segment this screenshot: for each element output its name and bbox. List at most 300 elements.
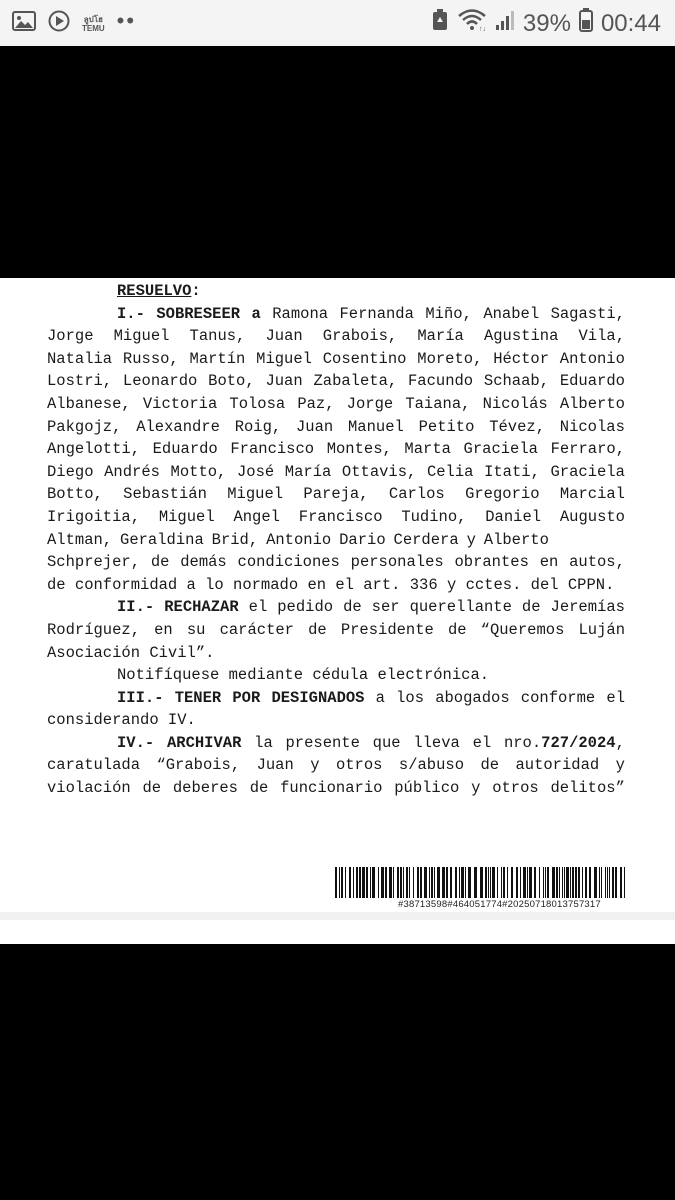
document-token: [342, 461, 416, 484]
barcode-bar: [420, 867, 422, 898]
document-word: autoridad: [515, 756, 600, 775]
document-token: [250, 777, 269, 800]
document-word: “Grabois,: [156, 756, 241, 775]
document-token: [550, 777, 624, 800]
document-token: [425, 303, 472, 326]
document-token: [521, 687, 595, 710]
barcode-bar: [335, 867, 337, 898]
document-text-run: de conformidad a lo normado en el art. 336 y cctes. del CPPN.: [47, 575, 615, 594]
barcode-bar: [516, 867, 518, 898]
document-word: Schaab,: [483, 372, 550, 391]
document-word: el: [606, 688, 625, 707]
document-word: conforme: [520, 688, 596, 707]
barcode-bar: [485, 867, 487, 898]
document-token: [265, 325, 302, 348]
document-word: Vila,: [578, 327, 625, 346]
document-line: [47, 325, 625, 348]
document-word: Juan: [265, 327, 303, 346]
document-word: Albanese,: [47, 394, 131, 413]
document-word: nro.: [503, 733, 542, 752]
document-token: [492, 777, 539, 800]
document-token: [427, 461, 474, 484]
document-line: [47, 506, 625, 529]
document-token: [212, 529, 259, 552]
document-word: en: [154, 620, 173, 639]
barcode-bar: [339, 867, 340, 898]
document-token: [257, 754, 294, 777]
barcode-bar: [601, 867, 602, 898]
document-word: Marcial: [559, 485, 625, 504]
barcode-bar: [507, 867, 508, 898]
barcode-bar: [353, 867, 354, 898]
temu-icon: [82, 15, 105, 33]
document-token: [551, 596, 625, 619]
document-bottom-edge: [0, 912, 675, 920]
document-token: [483, 303, 539, 326]
document-word: abogados: [435, 688, 510, 707]
document-token: [143, 393, 217, 416]
document-word: Jorge: [346, 394, 394, 413]
document-word: RECHAZAR: [164, 598, 239, 617]
barcode-bar: [349, 867, 351, 898]
document-token: [373, 732, 401, 755]
document-word: 727/2024: [541, 733, 616, 752]
document-token: [123, 370, 197, 393]
document-word: Dario: [339, 530, 386, 549]
document-word: Irigoitia,: [47, 507, 141, 526]
document-token: [417, 325, 464, 348]
document-token: [277, 596, 333, 619]
document-word: Martín: [189, 349, 246, 368]
barcode-bar: [572, 867, 574, 898]
document-token: [394, 529, 459, 552]
document-token: [578, 619, 625, 642]
barcode-bar: [503, 867, 505, 898]
document-token: [47, 438, 140, 461]
document-token: [47, 325, 94, 348]
document-token: [489, 416, 545, 439]
document-word: personales: [350, 553, 444, 572]
barcode-bar: [366, 867, 368, 898]
document-token: [117, 303, 145, 326]
document-word: Héctor: [493, 349, 549, 368]
document-word: a: [251, 304, 261, 323]
barcode-bar: [378, 867, 379, 898]
document-word: la: [254, 733, 273, 752]
document-word: IV.-: [117, 733, 155, 752]
document-token: [467, 529, 476, 552]
document-word: los: [396, 688, 425, 707]
document-token: [410, 596, 512, 619]
barcode-bar: [523, 867, 526, 898]
status-bar-notifications: [12, 7, 137, 37]
document-token: [173, 777, 238, 800]
document-word: Brid,: [211, 530, 259, 549]
document-word: el: [248, 598, 268, 617]
document-word: violación: [47, 779, 131, 798]
document-token: [401, 506, 466, 529]
document-line: [47, 596, 625, 619]
document-token: [180, 551, 227, 574]
document-image[interactable]: [0, 278, 675, 944]
barcode-bar: [341, 867, 343, 898]
barcode-bar: [562, 867, 563, 898]
document-token: [280, 777, 382, 800]
document-token: [336, 754, 383, 777]
barcode-bar: [534, 867, 536, 898]
document-word: Manuel: [348, 417, 404, 436]
play-icon: [48, 10, 70, 37]
document-token: [47, 619, 140, 642]
document-word: Gregorio: [465, 485, 540, 504]
document-word: su: [186, 620, 206, 639]
document-word: Victoria: [142, 394, 218, 413]
document-line: [47, 709, 625, 732]
document-word: a: [375, 688, 385, 707]
document-token: [419, 416, 475, 439]
document-word: José: [236, 462, 275, 481]
document-token: [313, 370, 397, 393]
document-token: [265, 370, 302, 393]
document-word: Agustina: [483, 327, 559, 346]
document-token: [142, 777, 161, 800]
barcode-bar: [403, 867, 404, 898]
document-token: [480, 754, 499, 777]
document-line: [47, 754, 625, 777]
document-word: Marta: [404, 440, 451, 459]
document-token: [569, 551, 625, 574]
document-token: [465, 483, 539, 506]
document-token: [136, 416, 220, 439]
document-token: [47, 506, 140, 529]
document-token: [310, 754, 319, 777]
barcode-bar: [393, 867, 394, 898]
document-word: autos,: [569, 553, 625, 572]
document-word: de: [150, 553, 170, 572]
document-token: [190, 325, 246, 348]
document-token: [117, 687, 164, 710]
document-token: [560, 483, 625, 506]
document-word: Andrés: [104, 462, 160, 481]
document-text-run: RESUELVO: [117, 282, 192, 300]
document-token: [405, 393, 470, 416]
barcode-bar: [455, 867, 457, 898]
document-word: de: [308, 620, 327, 639]
document-word: Sagasti,: [550, 304, 625, 323]
barcode-bar: [545, 867, 546, 898]
document-token: [484, 370, 549, 393]
document-token: [272, 303, 328, 326]
document-word: DESIGNADOS: [271, 688, 365, 707]
document-word: Tudino,: [401, 507, 467, 526]
document-word: Pakgojz,: [47, 417, 122, 436]
document-word: Graciela: [550, 462, 625, 481]
document-token: [560, 370, 625, 393]
document-word: Miguel: [113, 327, 170, 346]
document-token: [104, 461, 160, 484]
document-token: [271, 687, 364, 710]
document-token: [114, 325, 170, 348]
svg-text:↑↓: ↑↓: [478, 26, 486, 32]
document-token: [540, 551, 559, 574]
barcode-bar: [529, 867, 532, 898]
barcode-bar: [385, 867, 387, 898]
document-line: [47, 529, 549, 552]
barcode-bar: [620, 867, 622, 898]
document-token: [285, 461, 332, 484]
document-token: [327, 438, 392, 461]
document-token: [123, 348, 179, 371]
document-token: [404, 438, 451, 461]
document-token: [606, 687, 625, 710]
document-token: [297, 393, 334, 416]
temu-label-top: ลูปโฮ: [83, 14, 103, 24]
barcode-bar: [578, 867, 580, 898]
document-token: [299, 506, 383, 529]
barcode-bar: [372, 867, 375, 898]
document-line: [47, 642, 625, 665]
temu-label: TEMU: [82, 23, 105, 33]
document-word: Anabel: [483, 304, 540, 323]
document-word: delitos”: [550, 779, 625, 798]
barcode-bar: [370, 867, 371, 898]
document-word: ,: [615, 733, 625, 752]
document-token: [230, 438, 314, 461]
barcode-bar: [446, 867, 448, 898]
document-token: [484, 529, 549, 552]
barcode-bar: [450, 867, 452, 898]
document-word: POR: [232, 688, 261, 707]
barcode-bar: [564, 867, 565, 898]
document-line: [47, 687, 625, 710]
document-word: Cosentino: [322, 349, 407, 368]
document-word: Luján: [578, 620, 625, 639]
barcode-bar: [570, 867, 571, 898]
document-word: en: [539, 553, 559, 572]
barcode-bar: [539, 867, 540, 898]
document-token: [47, 551, 140, 574]
document-token: [339, 529, 386, 552]
barcode-bar: [599, 867, 600, 898]
document-token: [47, 754, 140, 777]
document-word: Daniel: [485, 507, 542, 526]
document-token: [238, 551, 340, 574]
document-token: [454, 551, 528, 574]
barcode-bar: [434, 867, 435, 898]
document-token: [47, 370, 112, 393]
document-word: Eduardo: [559, 372, 625, 391]
document-token: [159, 506, 215, 529]
document-token: [578, 325, 625, 348]
document-token: [190, 348, 246, 371]
document-word: Diego: [47, 462, 94, 481]
document-token: [47, 461, 94, 484]
document-token: [286, 732, 360, 755]
document-token: [123, 483, 207, 506]
document-word: Juan: [296, 417, 334, 436]
document-word: Angel: [233, 507, 280, 526]
document-word: de: [142, 779, 162, 798]
signal-icon: [495, 9, 515, 38]
document-token: [515, 754, 599, 777]
document-token: [560, 348, 625, 371]
document-token: [323, 325, 397, 348]
document-word: ser: [371, 598, 400, 617]
document-token: [341, 619, 434, 642]
document-word: Paz,: [297, 394, 335, 413]
document-word: Roig,: [234, 417, 282, 436]
barcode-bar: [356, 867, 358, 898]
document-line: [47, 619, 625, 642]
barcode-bar: [459, 867, 460, 898]
document-word: Motto,: [170, 462, 227, 481]
document-token: [187, 619, 206, 642]
document-token: [120, 529, 204, 552]
document-word: y: [615, 756, 625, 775]
document-word: Celia: [426, 462, 474, 481]
document-token: [266, 529, 331, 552]
document-word: Jorge: [47, 327, 94, 346]
clock: 00:44: [600, 9, 661, 37]
document-token: [408, 370, 473, 393]
document-token: [484, 325, 558, 348]
document-word: deberes: [172, 779, 238, 798]
barcode-bar: [585, 867, 587, 898]
document-word: Fernanda: [339, 304, 414, 323]
document-word: Zabaleta,: [313, 372, 398, 391]
document-line: [47, 348, 625, 371]
barcode-bar: [406, 867, 408, 898]
document-token: [175, 687, 222, 710]
document-word: “Queremos: [480, 620, 565, 639]
document-token: [485, 506, 541, 529]
barcode-bar: [362, 867, 365, 898]
barcode-bar: [559, 867, 560, 898]
document-token: [227, 483, 283, 506]
document-text-run: :: [191, 282, 201, 300]
document-token: [464, 438, 538, 461]
document-word: Boto,: [208, 372, 255, 391]
document-line: [47, 461, 625, 484]
document-word: Nicolas: [559, 417, 625, 436]
document-word: Miño,: [425, 304, 472, 323]
document-word: Antonio: [559, 349, 625, 368]
barcode-bar: [490, 867, 491, 898]
barcode-bar: [468, 867, 471, 898]
document-word: SOBRESEER: [156, 304, 241, 323]
document-token: [396, 687, 424, 710]
document-word: Tolosa: [229, 394, 286, 413]
document-token: [249, 596, 268, 619]
document-token: [551, 303, 625, 326]
document-word: de: [521, 598, 541, 617]
document-token: [560, 416, 625, 439]
document-token: [220, 619, 294, 642]
document-word: carácter: [219, 620, 294, 639]
document-token: [117, 596, 154, 619]
document-word: Tévez,: [489, 417, 545, 436]
document-word: Taiana,: [405, 394, 471, 413]
document-word: Russo,: [122, 349, 179, 368]
document-line: [47, 483, 625, 506]
document-word: demás: [180, 553, 227, 572]
document-word: público: [394, 779, 460, 798]
document-word: Moreto,: [417, 349, 483, 368]
document-word: Alberto: [483, 530, 549, 549]
document-word: Alexandre: [136, 417, 220, 436]
document-line: [47, 280, 625, 303]
document-token: [399, 754, 464, 777]
document-word: funcionario: [280, 779, 383, 798]
document-word: otros: [335, 756, 383, 775]
document-line: [47, 777, 625, 800]
document-token: [323, 348, 407, 371]
document-word: de: [249, 779, 269, 798]
barcode-bar: [437, 867, 440, 898]
barcode-bar: [605, 867, 606, 898]
document-word: Antonio: [266, 530, 332, 549]
barcode-bar: [615, 867, 617, 898]
document-word: de: [480, 756, 500, 775]
document-token: [229, 393, 285, 416]
barcode-bar: [381, 867, 384, 898]
document-word: Nicolás: [482, 394, 548, 413]
document-word: Grabois,: [322, 327, 398, 346]
document-word: Itati,: [484, 462, 540, 481]
document-token: [448, 619, 467, 642]
document-word: Miguel: [158, 507, 215, 526]
document-token: [47, 777, 131, 800]
document-token: [47, 393, 131, 416]
document-token: [560, 393, 625, 416]
document-token: [347, 393, 394, 416]
barcode-bar: [594, 867, 597, 898]
barcode-bar: [575, 867, 577, 898]
document-word: II.-: [117, 598, 155, 617]
document-token: [235, 416, 282, 439]
battery-percent: 39%: [522, 9, 571, 37]
document-token: [348, 416, 404, 439]
barcode-bar: [359, 867, 361, 898]
document-word: obrantes: [454, 553, 529, 572]
document-word: Petito: [418, 417, 475, 436]
media-letterbox-top: [0, 46, 675, 278]
barcode-bar: [582, 867, 583, 898]
document-word: presente: [285, 733, 360, 752]
document-word: lleva: [413, 733, 460, 752]
barcode-bar: [609, 867, 610, 898]
barcode-bar: [424, 867, 427, 898]
document-token: [296, 416, 333, 439]
document-word: s/abuso: [398, 756, 465, 775]
document-word: Schprejer,: [47, 553, 141, 572]
document-token: [560, 506, 625, 529]
document-word: Pareja,: [303, 485, 369, 504]
document-word: condiciones: [237, 553, 340, 572]
battery-icon: [579, 8, 593, 39]
barcode-bar: [552, 867, 555, 898]
document-word: Altman,: [47, 530, 113, 549]
document-line: [47, 664, 625, 687]
wifi-icon: [457, 8, 487, 39]
document-token: [351, 551, 444, 574]
document-token: [417, 348, 482, 371]
barcode-bar: [389, 867, 392, 898]
barcode-bar: [413, 867, 414, 898]
document-word: que: [372, 733, 401, 752]
barcode-bar: [492, 867, 495, 898]
barcode-bar: [624, 867, 625, 898]
